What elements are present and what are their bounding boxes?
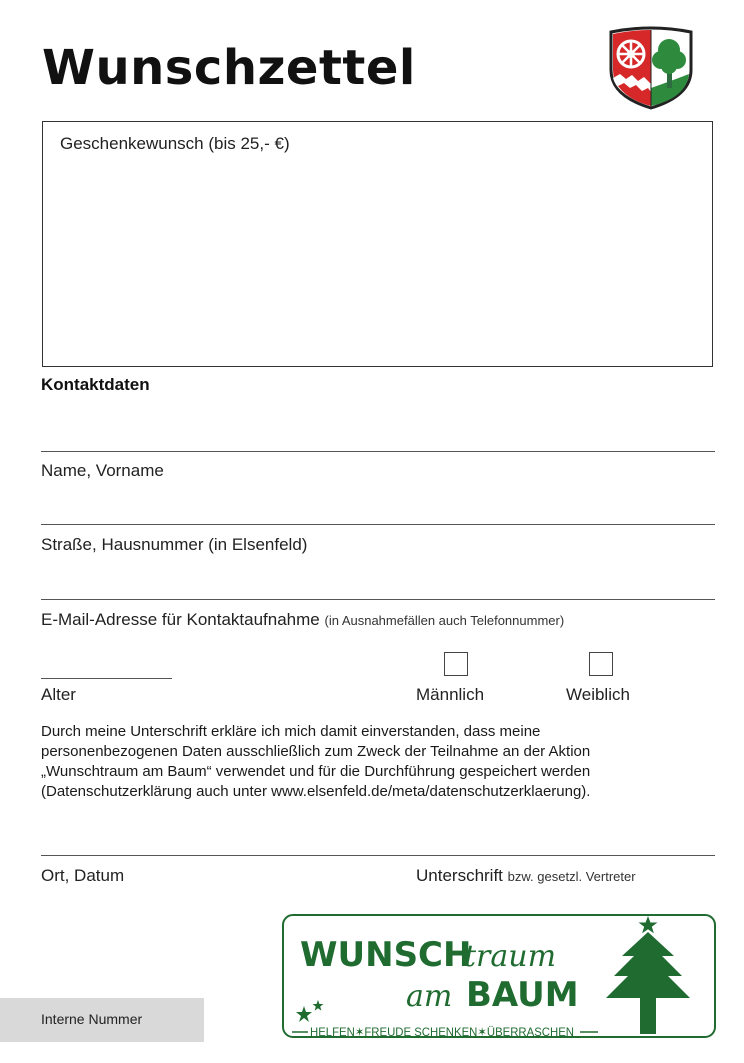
email-label-text: E-Mail-Adresse für Kontaktaufnahme <box>41 610 320 629</box>
age-field-line[interactable] <box>41 678 172 679</box>
gift-wish-box[interactable] <box>42 121 713 367</box>
wunschtraum-logo <box>282 914 716 1040</box>
consent-text: Durch meine Unterschrift erkläre ich mich damit einverstanden, dass meine personenbezogenen Daten ausschließlich zum Zweck der Teilnahme an der Aktion „Wunschtraum am Baum“ verwendet und für die Durchführung gespeichert werden (Datenschutzerklärung auch unter www.elsenfeld.de/meta/datenschutzerklaerung). <box>41 723 591 800</box>
male-label: Männlich <box>416 685 485 704</box>
name-label: Name, Vorname <box>41 461 164 480</box>
female-checkbox[interactable] <box>589 652 613 676</box>
street-field-line[interactable] <box>41 524 715 525</box>
email-field-line[interactable] <box>41 599 715 600</box>
place-date-signature-line[interactable] <box>41 855 715 856</box>
name-field-line[interactable] <box>41 451 715 452</box>
coat-of-arms-icon <box>606 26 696 110</box>
logo-word-wunsch: WUNSCH <box>300 935 472 975</box>
internal-number-label: Interne Nummer <box>41 1011 143 1027</box>
logo-word-baum: BAUM <box>466 975 579 1015</box>
email-label <box>41 610 564 630</box>
logo-word-am: am <box>406 979 453 1014</box>
signature-label <box>416 866 636 886</box>
logo-tagline: HELFEN✶FREUDE SCHENKEN✶ÜBERRASCHEN <box>310 1025 574 1039</box>
page-title: Wunschzettel <box>42 40 416 96</box>
internal-number-box <box>0 998 204 1042</box>
consent-text-block <box>41 722 673 802</box>
gift-wish-label: Geschenkewunsch (bis 25,- €) <box>60 134 290 153</box>
email-note: (in Ausnahmefällen auch Telefonnummer) <box>324 613 565 628</box>
street-label: Straße, Hausnummer (in Elsenfeld) <box>41 535 308 554</box>
logo-word-traum: traum <box>464 939 557 974</box>
place-date-label: Ort, Datum <box>41 866 125 885</box>
male-checkbox[interactable] <box>444 652 468 676</box>
wheel-icon <box>618 41 644 67</box>
signature-note: bzw. gesetzl. Vertreter <box>507 869 636 884</box>
signature-label-text: Unterschrift <box>416 866 503 885</box>
contact-heading: Kontaktdaten <box>41 375 150 394</box>
female-label: Weiblich <box>566 685 630 704</box>
age-label: Alter <box>41 685 76 704</box>
